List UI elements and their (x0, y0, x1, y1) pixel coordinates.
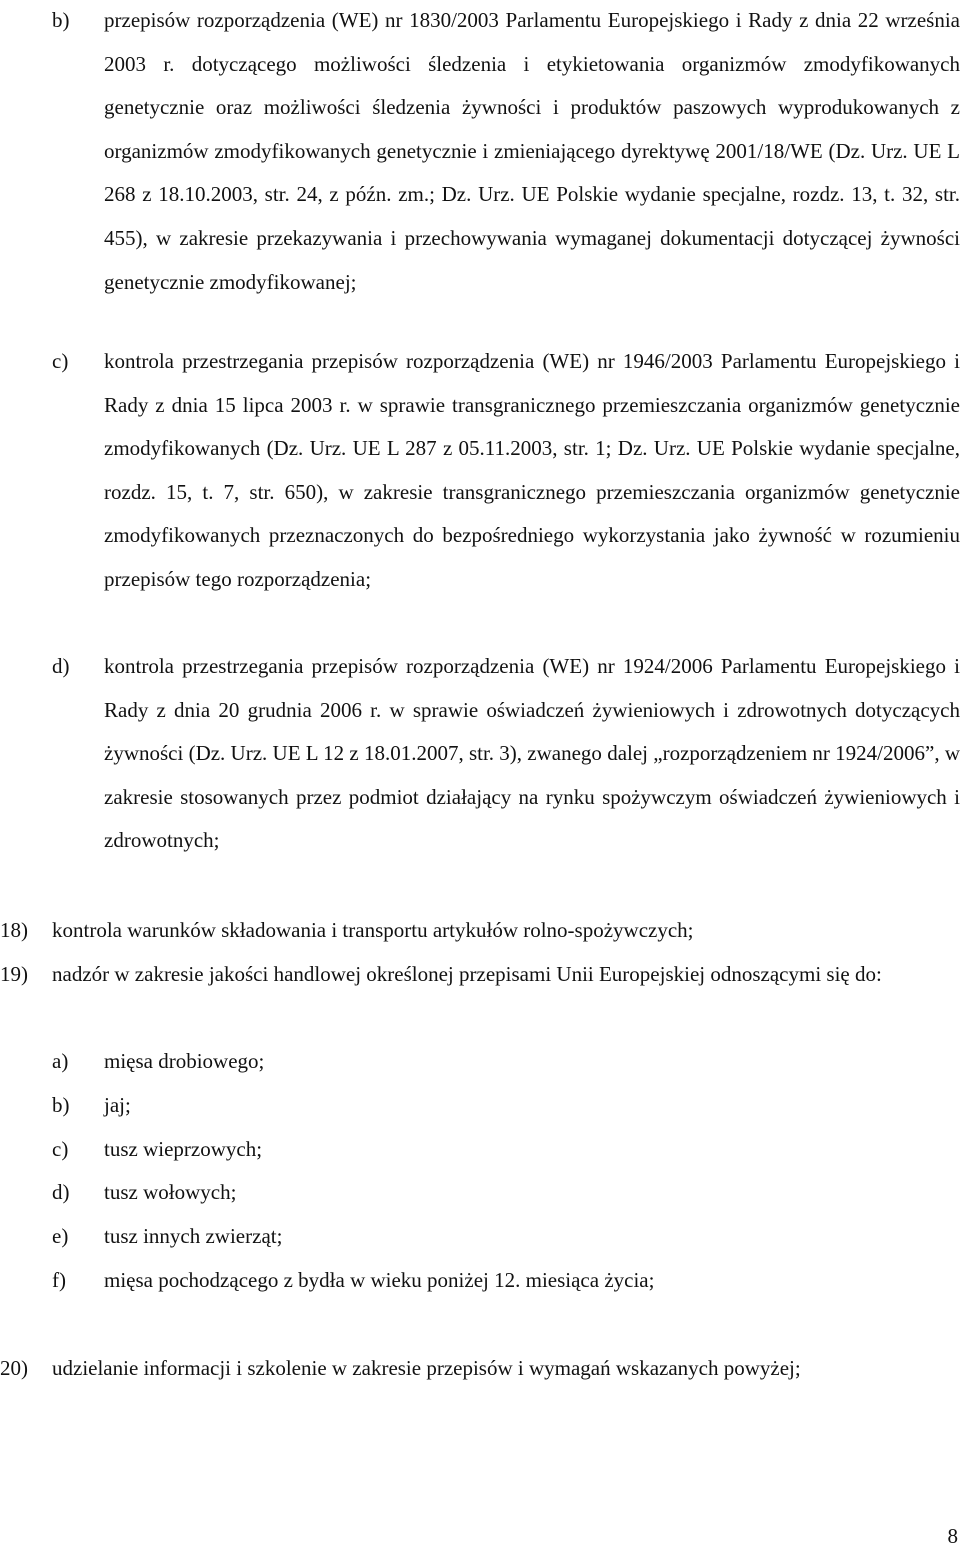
list-marker: c) (52, 1137, 69, 1161)
list-item-19 (0, 953, 960, 997)
list-item-text: jaj; (104, 1093, 131, 1117)
list-marker: e) (52, 1224, 69, 1248)
list-marker: 20) (0, 1356, 28, 1380)
list-item-text: przepisów rozporządzenia (WE) nr 1830/2003 Parlamentu Europejskiego i Rady z dnia 22 września 2003 r. dotyczącego możliwości śledzenia i etykietowania organizmów zmodyfikowanych genetycznie oraz możliwości śledzenia żywności i produktów paszowych wyprodukowanych z organizmów zmodyfikowanych genetycznie i zmieniającego dyrektywę 2001/18/WE (Dz. Urz. UE L 268 z 18.10.2003, str. 24, z późn. zm.; Dz. Urz. UE Polskie wydanie specjalne, rozdz. 13, t. 32, str. 455), w zakresie przekazywania i przechowywania wymaganej dokumentacji dotyczącej żywności genetycznie zmodyfikowanej; (104, 8, 960, 294)
list-item-text: mięsa pochodzącego z bydła w wieku poniżej 12. miesiąca życia; (104, 1268, 655, 1292)
list-item-b-gmo-labelling (0, 0, 960, 304)
list-item-19-d (0, 1171, 960, 1215)
list-marker: c) (52, 349, 69, 373)
list-item-19-e (0, 1215, 960, 1259)
list-marker: 18) (0, 918, 28, 942)
list-item-text: tusz innych zwierząt; (104, 1224, 283, 1248)
list-marker: 19) (0, 962, 28, 986)
list-item-text: kontrola przestrzegania przepisów rozporządzenia (WE) nr 1946/2003 Parlamentu Europejskiego i Rady z dnia 15 lipca 2003 r. w sprawie transgranicznego przemieszczania organizmów genetycznie zmodyfikowanych (Dz. Urz. UE L 287 z 05.11.2003, str. 1; Dz. Urz. UE Polskie wydanie specjalne, rozdz. 15, t. 7, str. 650), w zakresie transgranicznego przemieszczania organizmów genetycznie zmodyfikowanych przeznaczonych do bezpośredniego wykorzystania jako żywność w rozumieniu przepisów tego rozporządzenia; (104, 349, 960, 591)
list-marker: b) (52, 1093, 70, 1117)
list-item-19-a (0, 1040, 960, 1084)
list-item-20 (0, 1347, 960, 1391)
list-item-text: mięsa drobiowego; (104, 1049, 265, 1073)
list-item-text: udzielanie informacji i szkolenie w zakresie przepisów i wymagań wskazanych powyżej; (52, 1356, 801, 1380)
list-item-text: tusz wieprzowych; (104, 1137, 263, 1161)
list-item-18 (0, 909, 960, 953)
list-marker: d) (52, 1180, 70, 1204)
list-item-19-f (0, 1259, 960, 1303)
list-item-text: nadzór w zakresie jakości handlowej określonej przepisami Unii Europejskiej odnoszącymi się do: (52, 962, 882, 986)
list-marker: a) (52, 1049, 69, 1073)
list-item-c-transboundary (0, 340, 960, 602)
list-item-d-claims (0, 645, 960, 863)
list-marker: d) (52, 654, 70, 678)
list-item-text: kontrola przestrzegania przepisów rozporządzenia (WE) nr 1924/2006 Parlamentu Europejskiego i Rady z dnia 20 grudnia 2006 r. w sprawie oświadczeń żywieniowych i zdrowotnych dotyczących żywności (Dz. Urz. UE L 12 z 18.01.2007, str. 3), zwanego dalej „rozporządzeniem nr 1924/2006”, w zakresie stosowanych przez podmiot działający na rynku spożywczym oświadczeń żywieniowych i zdrowotnych; (104, 654, 960, 853)
list-marker: b) (52, 8, 70, 32)
page-number: 8 (947, 1524, 958, 1548)
list-item-text: kontrola warunków składowania i transportu artykułów rolno-spożywczych; (52, 918, 694, 942)
list-item-text: tusz wołowych; (104, 1180, 237, 1204)
list-marker: f) (52, 1268, 66, 1292)
list-item-19-b (0, 1084, 960, 1128)
list-item-19-c (0, 1128, 960, 1172)
